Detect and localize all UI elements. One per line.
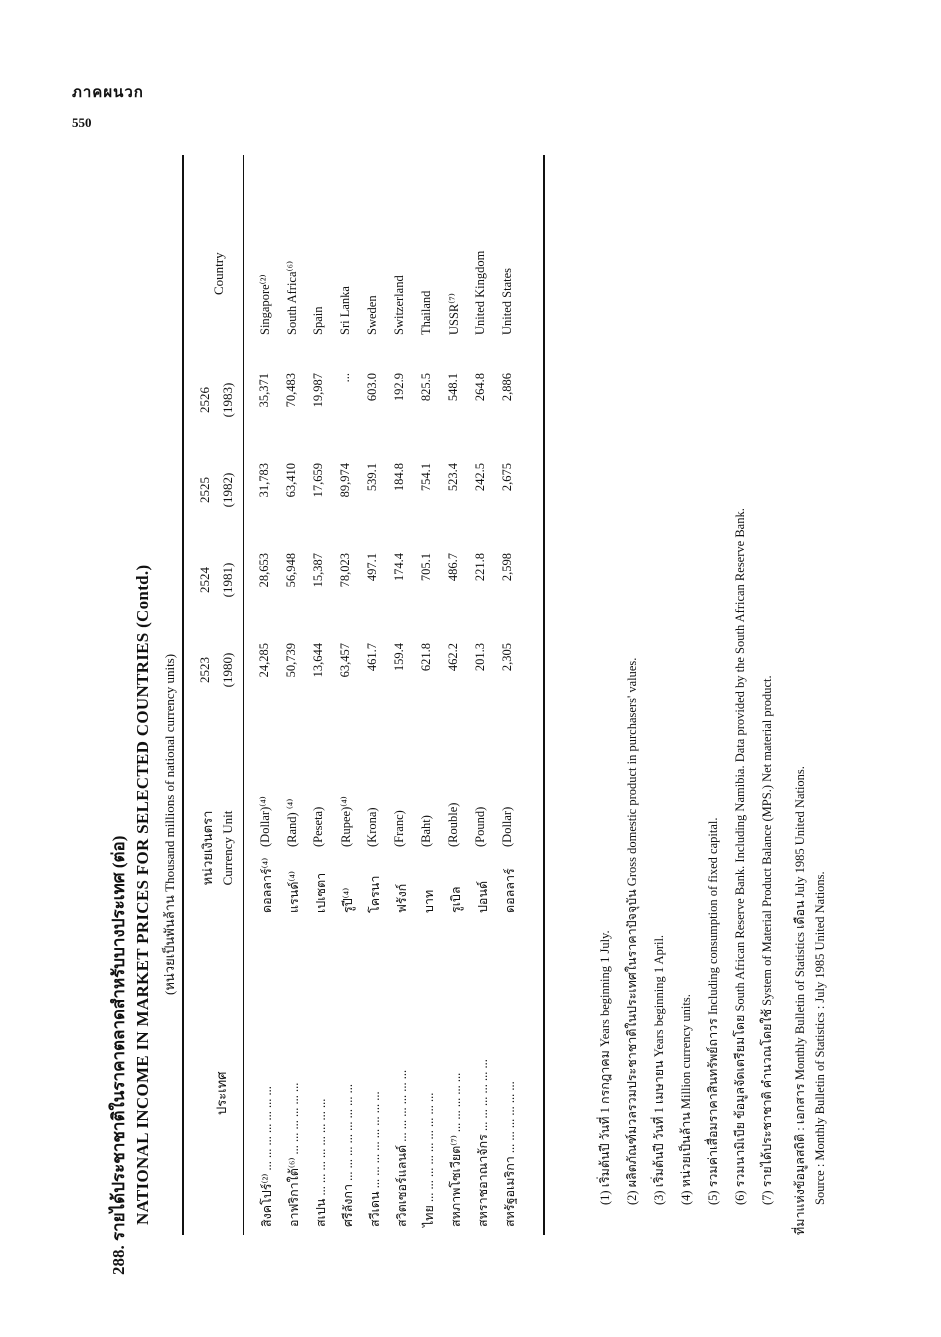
row-country-english: Thailand — [419, 290, 433, 335]
row-country-thai: อาฟริกาใต้⁽⁶⁾ ... ... ... ... ... ... — [287, 1082, 301, 1227]
row-currency-thai: แรนด์⁽⁴⁾ — [287, 871, 301, 913]
footnote: (6) รวมนามิเบีย ข้อมูลจัดเตรียมโดย South African Reserve Bank. Including Namibia. Data provided by the South African Reserve Bank. — [733, 508, 747, 1205]
row-value-1980: 462.2 — [446, 643, 460, 672]
header-country-english: Country — [211, 252, 226, 295]
row-value-1980: 24,285 — [257, 643, 271, 678]
row-value-1981: 497.1 — [365, 553, 379, 582]
row-country-thai: สวิตเซอร์แลนด์ ... ... ... ... ... ... — [395, 1069, 409, 1227]
row-country-english: Singapore⁽²⁾ — [258, 274, 272, 335]
row-value-1983: 70,483 — [284, 373, 298, 408]
row-currency-english: (Pound) — [473, 806, 487, 847]
row-currency-thai: โครนา — [368, 875, 382, 913]
row-country-english: South Africa⁽⁶⁾ — [285, 260, 299, 335]
row-value-1982: 754.1 — [419, 463, 433, 492]
row-currency-thai: บาท — [422, 889, 436, 913]
row-value-1983: 825.5 — [419, 373, 433, 402]
row-currency-english: (Rupee)⁽⁴⁾ — [339, 796, 353, 847]
header-year-1980: 2523 — [197, 657, 212, 683]
unit-note: (หน่วยเป็นพันล้าน Thousand millions of national currency units) — [162, 653, 177, 995]
row-value-1983: 35,371 — [257, 373, 271, 408]
row-value-1980: 13,644 — [311, 643, 325, 678]
header-year-1981: 2524 — [197, 567, 212, 593]
row-currency-english: (Baht) — [419, 815, 433, 847]
row-currency-english: (Peseta) — [311, 806, 325, 847]
footnote: (3) เริ่มต้นปี วันที่ 1 เมษายน Years beginning 1 April. — [652, 934, 666, 1205]
row-value-1981: 15,387 — [311, 553, 325, 588]
row-value-1980: 461.7 — [365, 643, 379, 672]
row-country-thai: สหราชอาณาจักร ... ... ... ... ... ... — [476, 1059, 490, 1227]
header-rule — [243, 155, 244, 1235]
header-country-thai: ประเทศ — [214, 1071, 229, 1115]
row-value-1981: 28,653 — [257, 553, 271, 588]
row-currency-english: (Rand) ⁽⁴⁾ — [285, 798, 299, 847]
row-value-1982: 539.1 — [365, 463, 379, 492]
header-year-1983: 2526 — [197, 387, 212, 413]
row-currency-thai: ฟรังก์ — [395, 883, 409, 913]
row-country-thai: สเปน ... ... ... ... ... ... ... ... — [314, 1098, 328, 1227]
row-country-english: Sri Lanka — [338, 286, 352, 335]
row-currency-thai: รูเบิล — [449, 886, 463, 913]
row-country-thai: สหรัฐอเมริกา ... ... ... ... ... ... — [503, 1081, 517, 1227]
row-value-1983: 603.0 — [365, 373, 379, 402]
row-currency-thai: ปอนด์ — [476, 880, 490, 913]
row-value-1981: 705.1 — [419, 553, 433, 582]
row-currency-english: (Franc) — [392, 810, 406, 847]
rotated-table-block — [85, 135, 875, 1275]
row-value-1983: ... — [338, 373, 352, 383]
row-value-1982: 89,974 — [338, 463, 352, 498]
row-value-1983: 2,886 — [500, 373, 514, 402]
footnote: (5) รวมค่าเสื่อมราคาสินทรัพย์ถาวร Including consumption of fixed capital. — [706, 817, 720, 1205]
row-value-1982: 31,783 — [257, 463, 271, 498]
row-currency-thai: รูปี⁽⁴⁾ — [341, 887, 355, 913]
row-country-thai: สหภาพโซเวียต⁽⁷⁾ ... ... ... ... ... — [449, 1072, 463, 1227]
row-value-1981: 221.8 — [473, 553, 487, 582]
header-year-1980-en: (1980) — [220, 652, 235, 688]
row-value-1983: 548.1 — [446, 373, 460, 402]
header-year-1981-en: (1981) — [220, 562, 235, 598]
row-value-1982: 17,659 — [311, 463, 325, 498]
row-value-1982: 2,675 — [500, 463, 514, 492]
row-currency-english: (Dollar)⁽⁴⁾ — [258, 796, 272, 847]
bottom-rule — [543, 155, 545, 1235]
footnote: (7) รายได้ประชาชาติ คำนวณโดยใช้ System of Material Product Balance (MPS.) Net material product. — [760, 675, 774, 1205]
row-value-1982: 242.5 — [473, 463, 487, 492]
header-year-1982: 2525 — [197, 477, 212, 503]
row-value-1981: 486.7 — [446, 553, 460, 582]
row-country-thai: สวีเดน ... ... ... ... ... ... ... ... — [368, 1091, 382, 1227]
row-value-1980: 201.3 — [473, 643, 487, 672]
row-currency-thai: เปเซตา — [314, 872, 328, 913]
source-thai: ที่มาแห่งข้อมูลสถิติ : เอกสาร Monthly Bulletin of Statistics เดือน July 1985 United Nations. — [793, 766, 807, 1235]
row-country-thai: สิงคโปร์⁽²⁾ ... ... ... ... ... ... ... — [260, 1086, 274, 1227]
row-value-1980: 2,305 — [500, 643, 514, 672]
row-country-thai: ไทย ... ... ... ... ... ... ... ... ... — [422, 1092, 436, 1227]
row-currency-english: (Dollar) — [500, 806, 514, 847]
row-value-1982: 63,410 — [284, 463, 298, 498]
row-value-1981: 174.4 — [392, 553, 406, 582]
top-rule — [182, 155, 184, 1235]
row-country-english: Sweden — [365, 295, 379, 335]
row-country-english: USSR⁽⁷⁾ — [447, 293, 461, 335]
footnote: (1) เริ่มต้นปี วันที่ 1 กรกฎาคม Years beginning 1 July. — [598, 930, 612, 1205]
row-country-english: United States — [500, 267, 514, 335]
row-value-1981: 56,948 — [284, 553, 298, 588]
row-value-1980: 63,457 — [338, 643, 352, 678]
row-value-1983: 264.8 — [473, 373, 487, 402]
row-value-1982: 523.4 — [446, 463, 460, 492]
row-value-1980: 159.4 — [392, 643, 406, 672]
row-value-1982: 184.8 — [392, 463, 406, 492]
header-currency-thai: หน่วยเงินตรา — [200, 810, 215, 886]
table-title-english: NATIONAL INCOME IN MARKET PRICES FOR SELECTED COUNTRIES (Contd.) — [133, 564, 152, 1225]
source-english: Source : Monthly Bulletin of Statistics : July 1985 United Nations. — [813, 871, 827, 1205]
row-currency-thai: ดอลลาร์⁽⁴⁾ — [260, 857, 274, 913]
row-value-1981: 2,598 — [500, 553, 514, 582]
footnote: (4) หน่วยเป็นล้าน Million currency units. — [679, 994, 693, 1205]
row-currency-english: (Krona) — [365, 807, 379, 847]
header-currency-english: Currency Unit — [220, 810, 235, 886]
row-currency-english: (Rouble) — [446, 802, 460, 847]
row-country-english: Switzerland — [392, 275, 406, 335]
row-value-1980: 50,739 — [284, 643, 298, 678]
row-country-thai: ศรีลังกา ... ... ... ... ... ... ... ... — [341, 1084, 355, 1227]
row-value-1983: 192.9 — [392, 373, 406, 402]
table-title-thai: 288. รายได้ประชาชาติในราคาตลาดสำหรับบางประเทศ (ต่อ) — [109, 835, 128, 1275]
row-country-english: United Kingdom — [473, 250, 487, 335]
row-currency-thai: ดอลลาร์ — [503, 868, 517, 913]
footnote: (2) ผลิตภัณฑ์มวลรวมประชาชาติในประเทศในราคาปัจจุบัน Gross domestic product in purchasers' values. — [625, 657, 639, 1205]
row-value-1981: 78,023 — [338, 553, 352, 588]
row-value-1980: 621.8 — [419, 643, 433, 672]
row-value-1983: 19,987 — [311, 373, 325, 408]
header-year-1982-en: (1982) — [220, 472, 235, 508]
page-number: 550 — [72, 115, 92, 130]
section-header: ภาคผนวก — [72, 85, 144, 101]
header-year-1983-en: (1983) — [220, 382, 235, 418]
row-country-english: Spain — [311, 306, 325, 335]
